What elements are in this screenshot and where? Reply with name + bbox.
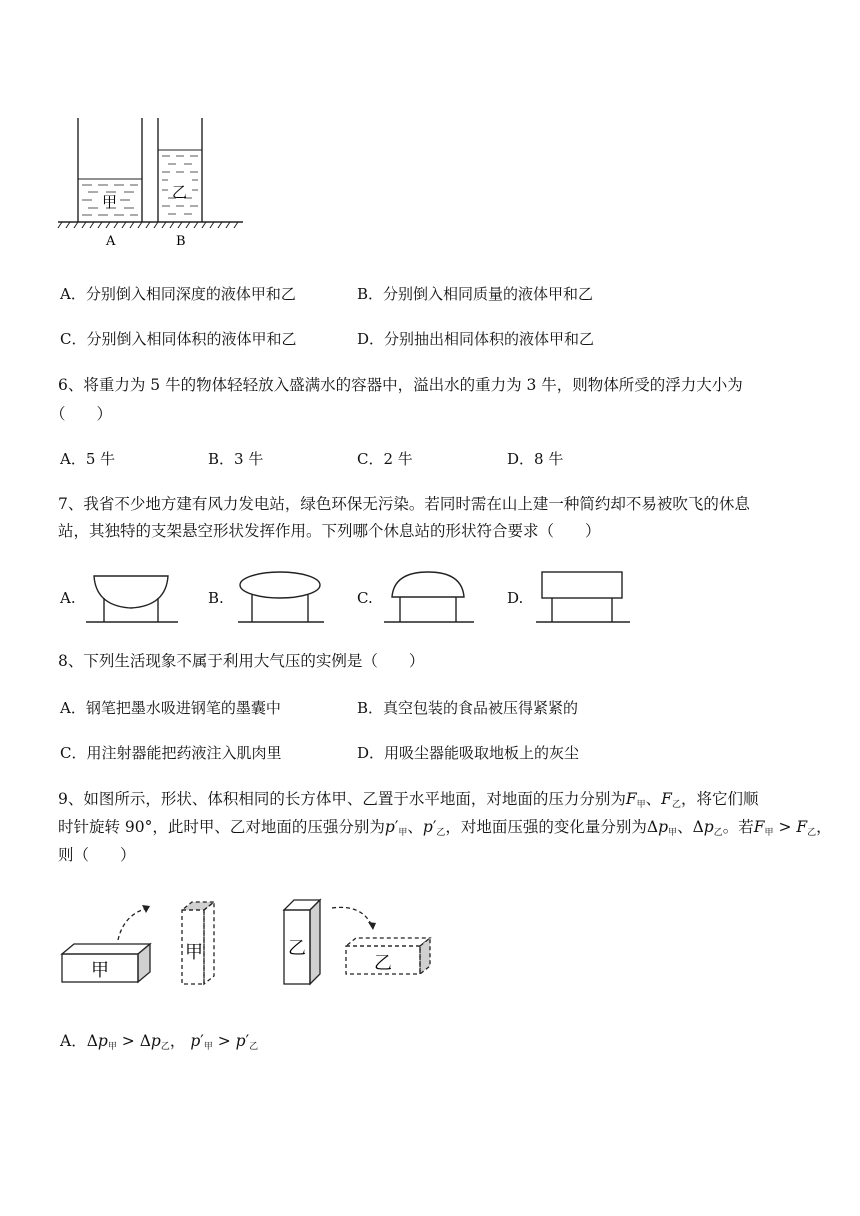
q5-option-b: B．分别倒入相同质量的液体甲和乙 xyxy=(357,285,594,303)
q7-option-c: C. xyxy=(357,589,373,607)
p-jia-prime-symbol: p xyxy=(384,818,395,836)
q9-stem-line1: 9、如图所示，形状、体积相同的长方体甲、乙置于水平地面，对地面的压力分别为$F_甲$、$F_乙$，将它们顺 xyxy=(58,790,759,810)
q8-stem: 8、下列生活现象不属于利用大气压的实例是（ ） xyxy=(58,652,425,670)
container-figure-ab xyxy=(58,112,258,252)
box-jia-horizontal xyxy=(62,944,150,982)
q6-option-b: B．3 牛 xyxy=(208,450,264,468)
q7-option-b: B. xyxy=(208,589,224,607)
q6-option-a: A．5 牛 xyxy=(60,450,116,468)
p-yi-prime-symbol: p xyxy=(422,818,433,836)
shelter-c-figure xyxy=(384,568,484,628)
q8-option-b: B．真空包装的食品被压得紧紧的 xyxy=(357,699,579,717)
shelter-b-figure xyxy=(232,568,332,628)
svg-text:甲: 甲 xyxy=(91,960,109,981)
q9-rotation-figure xyxy=(58,888,458,998)
container-b xyxy=(158,118,202,222)
q5-option-d: D．分别抽出相同体积的液体甲和乙 xyxy=(357,330,595,348)
q6-stem-line1: 6、将重力为 5 牛的物体轻轻放入盛满水的容器中，溢出水的重力为 3 牛，则物体所受的浮力大小为 xyxy=(58,376,743,394)
q9-stem-line3: 则（ ） xyxy=(58,846,136,864)
q5-option-c: C．分别倒入相同体积的液体甲和乙 xyxy=(60,330,297,348)
q6-stem-line2: （ ） xyxy=(50,405,113,423)
rotate-arrow-yi xyxy=(332,907,372,926)
f-jia-symbol: F xyxy=(625,790,637,808)
q7-option-d: D. xyxy=(507,589,524,607)
rotate-arrow-jia xyxy=(118,908,148,940)
box-yi-horizontal xyxy=(346,938,430,974)
q5-option-a: A．分别倒入相同深度的液体甲和乙 xyxy=(60,285,296,303)
q9-stem-line2: 时针旋转 90°，此时甲、乙对地面的压强分别为$p'_甲$、$p'_乙$，对地面压强的变化量分别为$\Delta p_甲$、$\Delta p_乙$。若$F_甲 > F_乙$， xyxy=(58,818,832,838)
svg-text:乙: 乙 xyxy=(374,953,392,974)
q7-option-a: A. xyxy=(60,589,76,607)
shelter-a-figure xyxy=(86,568,186,628)
liquid-yi-label: 乙 xyxy=(172,183,188,201)
f-yi-symbol: F xyxy=(661,790,672,808)
q8-option-c: C．用注射器能把药液注入肌肉里 xyxy=(60,744,282,762)
svg-text:乙: 乙 xyxy=(288,938,306,959)
q8-option-d: D．用吸尘器能吸取地板上的灰尘 xyxy=(357,744,580,762)
liquid-jia-label: 甲 xyxy=(102,193,118,211)
label-a: A xyxy=(106,234,116,249)
svg-text:甲: 甲 xyxy=(185,942,203,963)
q9-text-1b: ，将它们顺 xyxy=(680,790,759,808)
q6-option-c: C．2 牛 xyxy=(357,450,413,468)
q8-option-a: A．钢笔把墨水吸进钢笔的墨囊中 xyxy=(60,699,281,717)
q9-text-1a: 9、如图所示，形状、体积相同的长方体甲、乙置于水平地面，对地面的压力分别为 xyxy=(58,790,626,808)
q7-stem-line1: 7、我省不少地方建有风力发电站，绿色环保无污染。若同时需在山上建一种简约却不易被吹飞的休息 xyxy=(58,495,750,513)
q6-option-d: D．8 牛 xyxy=(507,450,564,468)
box-jia-vertical xyxy=(182,902,214,984)
q7-stem-line2: 站，其独特的支架悬空形状发挥作用。下列哪个休息站的形状符合要求（ ） xyxy=(58,522,601,540)
label-b: B xyxy=(176,234,186,249)
box-yi-vertical xyxy=(284,900,320,984)
q9-option-a: A．$\Delta p_甲 > \Delta p_乙$， $p'_甲 > p'_乙$ xyxy=(60,1032,259,1052)
container-a xyxy=(78,118,142,222)
shelter-d-figure xyxy=(536,568,646,628)
